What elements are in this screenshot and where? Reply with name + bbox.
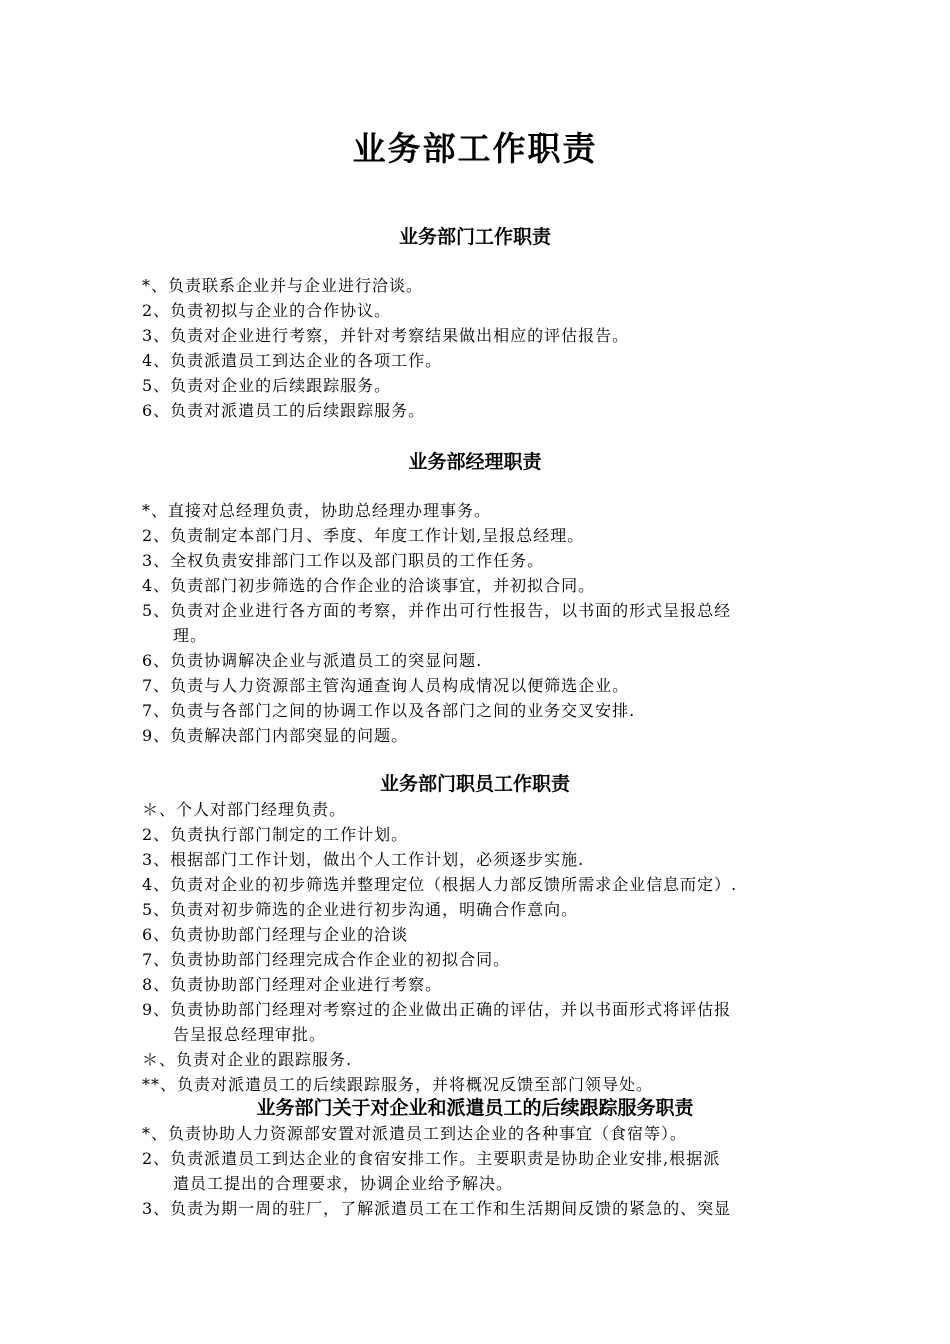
list-item: 4、负责部门初步筛选的合作企业的洽谈事宜，并初拟合同。 bbox=[142, 576, 596, 595]
list-item-continuation: 遣员工提出的合理要求，协调企业给予解决。 bbox=[173, 1174, 514, 1193]
list-item: 7、负责与人力资源部主管沟通查询人员构成情况以便筛选企业。 bbox=[142, 676, 630, 695]
list-item: 2、负责制定本部门月、季度、年度工作计划,呈报总经理。 bbox=[142, 526, 585, 545]
list-item: 7、负责与各部门之间的协调工作以及各部门之间的业务交叉安排. bbox=[142, 701, 636, 720]
list-item: *、负责联系企业并与企业进行洽谈。 bbox=[142, 276, 424, 295]
section-heading-manager-duties: 业务部经理职责 bbox=[408, 451, 542, 473]
list-item: 2、负责初拟与企业的合作协议。 bbox=[142, 301, 392, 320]
list-item: *、直接对总经理负责，协助总经理办理事务。 bbox=[142, 501, 492, 520]
list-item: 3、负责为期一周的驻厂，了解派遣员工在工作和生活期间反馈的紧急的、突显 bbox=[142, 1199, 732, 1218]
list-item: 3、根据部门工作计划，做出个人工作计划，必须逐步实施. bbox=[142, 850, 585, 869]
list-item: 3、全权负责安排部门工作以及部门职员的工作任务。 bbox=[142, 551, 545, 570]
list-item: 6、负责协调解决企业与派遣员工的突显问题. bbox=[142, 651, 483, 670]
list-item: 4、负责派遣员工到达企业的各项工作。 bbox=[142, 351, 443, 370]
list-item: 2、负责执行部门制定的工作计划。 bbox=[142, 825, 409, 844]
list-item: **、负责对派遣员工的后续跟踪服务，并将概况反馈至部门领导处。 bbox=[142, 1075, 654, 1094]
list-item: 2、负责派遣员工到达企业的食宿安排工作。主要职责是协助企业安排,根据派 bbox=[142, 1149, 721, 1168]
list-item-continuation: 告呈报总经理审批。 bbox=[173, 1025, 327, 1044]
list-item: ＊、个人对部门经理负责。 bbox=[142, 800, 347, 819]
list-item: 9、负责协助部门经理对考察过的企业做出正确的评估，并以书面形式将评估报 bbox=[142, 1000, 732, 1019]
list-item: *、负责协助人力资源部安置对派遣员工到达企业的各种事宜（食宿等）。 bbox=[142, 1124, 688, 1143]
section-heading-staff-duties: 业务部门职员工作职责 bbox=[379, 773, 570, 795]
document-title: 业务部工作职责 bbox=[352, 129, 598, 168]
list-item: 7、负责协助部门经理完成合作企业的初拟合同。 bbox=[142, 950, 511, 969]
list-item: 5、负责对初步筛选的企业进行初步沟通，明确合作意向。 bbox=[142, 900, 579, 919]
section-heading-followup-service-duties: 业务部门关于对企业和派遣员工的后续跟踪服务职责 bbox=[256, 1097, 694, 1119]
list-item: 5、负责对企业进行各方面的考察，并作出可行性报告，以书面的形式呈报总经 bbox=[142, 601, 732, 620]
section-heading-department-duties: 业务部门工作职责 bbox=[398, 226, 551, 248]
list-item: 4、负责对企业的初步筛选并整理定位（根据人力部反馈所需求企业信息而定）. bbox=[142, 875, 738, 894]
list-item: 6、负责对派遣员工的后续跟踪服务。 bbox=[142, 401, 426, 420]
list-item: 5、负责对企业的后续跟踪服务。 bbox=[142, 376, 392, 395]
list-item-continuation: 理。 bbox=[173, 626, 208, 645]
list-item: 9、负责解决部门内部突显的问题。 bbox=[142, 726, 409, 745]
list-item: 3、负责对企业进行考察，并针对考察结果做出相应的评估报告。 bbox=[142, 326, 630, 345]
list-item: 6、负责协助部门经理与企业的洽谈 bbox=[142, 925, 409, 944]
list-item: ＊、负责对企业的跟踪服务. bbox=[142, 1050, 353, 1069]
list-item: 8、负责协助部门经理对企业进行考察。 bbox=[142, 975, 443, 994]
